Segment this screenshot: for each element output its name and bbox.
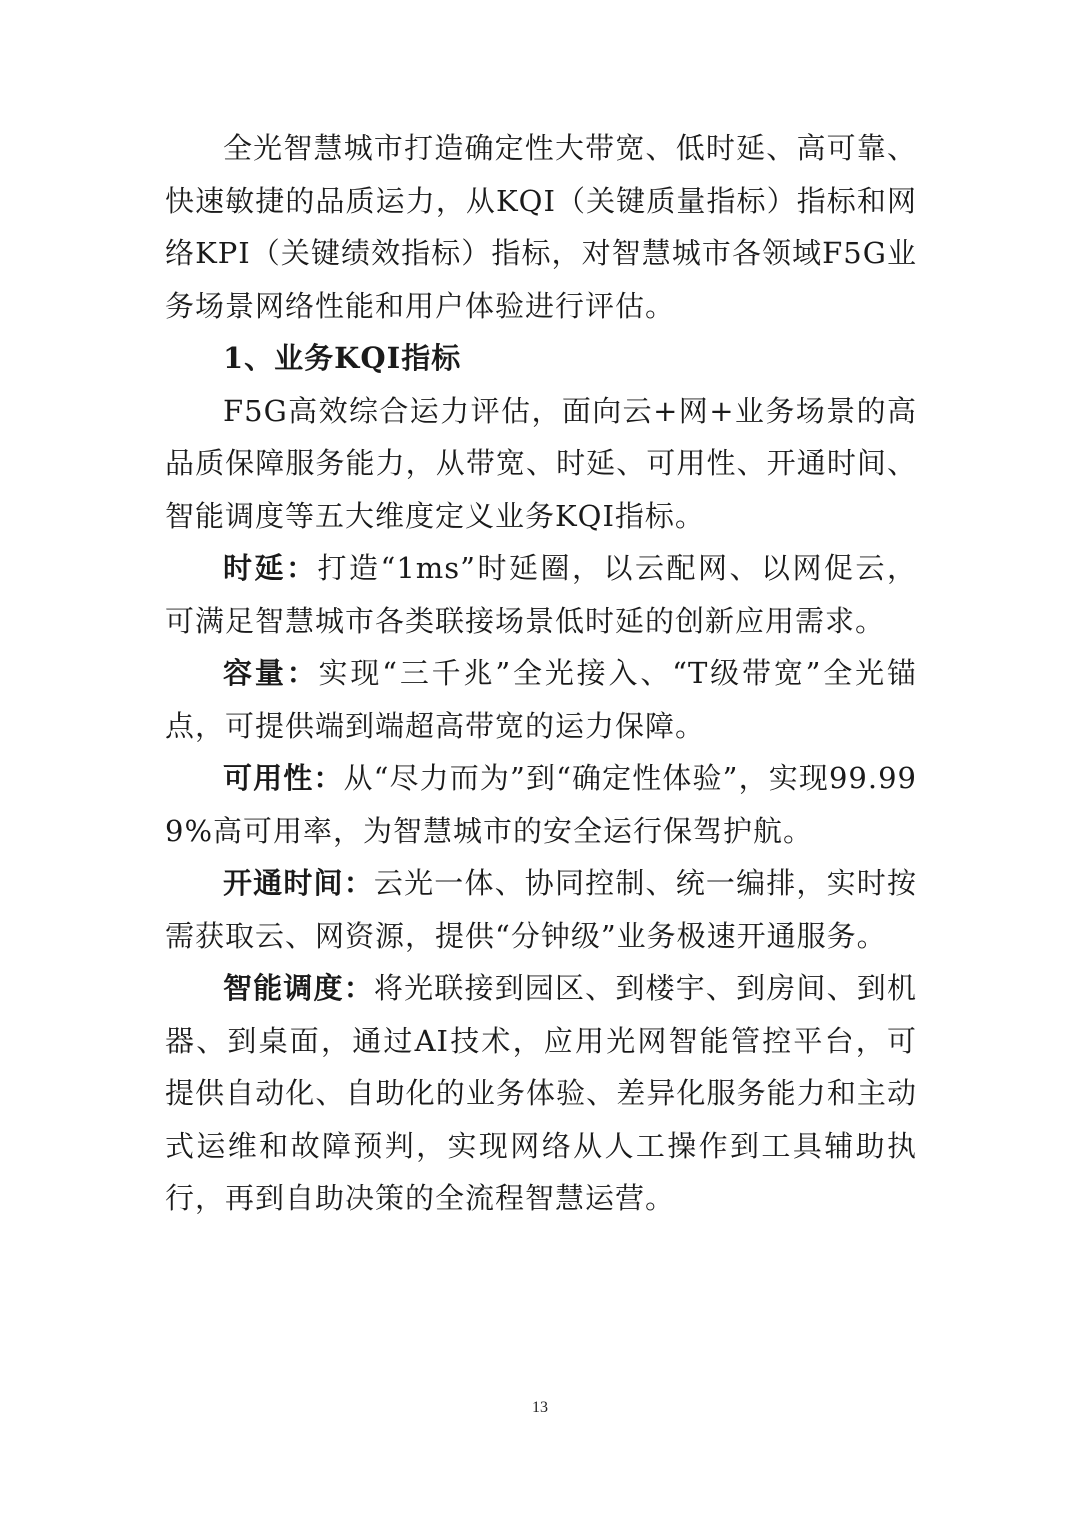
page-number: 13 <box>532 1399 548 1416</box>
kqi-latency-text: 打造“1ms”时延圈，以云配网、以网促云，可满足智慧城市各类联接场景低时延的创新应用需求。 <box>165 551 917 638</box>
kqi-latency-paragraph <box>165 542 917 647</box>
kqi-scheduling-text: 将光联接到园区、到楼宇、到房间、到机器、到桌面，通过AI技术，应用光网智能管控平台，可提供自动化、自助化的业务体验、差异化服务能力和主动式运维和故障预判，实现网络从人工操作到工具辅助执行，再到自助决策的全流程智慧运营。 <box>165 971 917 1215</box>
kqi-scheduling-label: 智能调度： <box>223 971 374 1005</box>
kqi-availability-label: 可用性： <box>223 761 344 795</box>
kqi-latency-label: 时延： <box>223 551 318 585</box>
section-intro-paragraph: F5G高效综合运力评估，面向云+网+业务场景的高品质保障服务能力，从带宽、时延、可用性、开通时间、智能调度等五大维度定义业务KQI指标。 <box>165 393 917 533</box>
kqi-capacity-label: 容量： <box>223 656 319 690</box>
page-body <box>165 122 917 1225</box>
intro-paragraph: 全光智慧城市打造确定性大带宽、低时延、高可靠、快速敏捷的品质运力，从KQI（关键质量指标）指标和网络KPI（关键绩效指标）指标，对智慧城市各领域F5G业务场景网络性能和用户体验进行评估。 <box>165 131 917 323</box>
section-heading: 1、业务KQI指标 <box>223 341 462 375</box>
kqi-availability-paragraph <box>165 752 917 857</box>
kqi-capacity-paragraph <box>165 647 917 752</box>
kqi-provisioning-text: 云光一体、协同控制、统一编排，实时按需获取云、网资源，提供“分钟级”业务极速开通服务。 <box>165 866 917 953</box>
kqi-provisioning-paragraph <box>165 857 917 962</box>
kqi-capacity-text: 实现“三千兆”全光接入、“T级带宽”全光锚点，可提供端到端超高带宽的运力保障。 <box>165 656 917 743</box>
kqi-scheduling-paragraph <box>165 962 917 1225</box>
kqi-provisioning-label: 开通时间： <box>223 866 374 900</box>
kqi-availability-text: 从“尽力而为”到“确定性体验”，实现99.999%高可用率，为智慧城市的安全运行保驾护航。 <box>165 761 917 848</box>
